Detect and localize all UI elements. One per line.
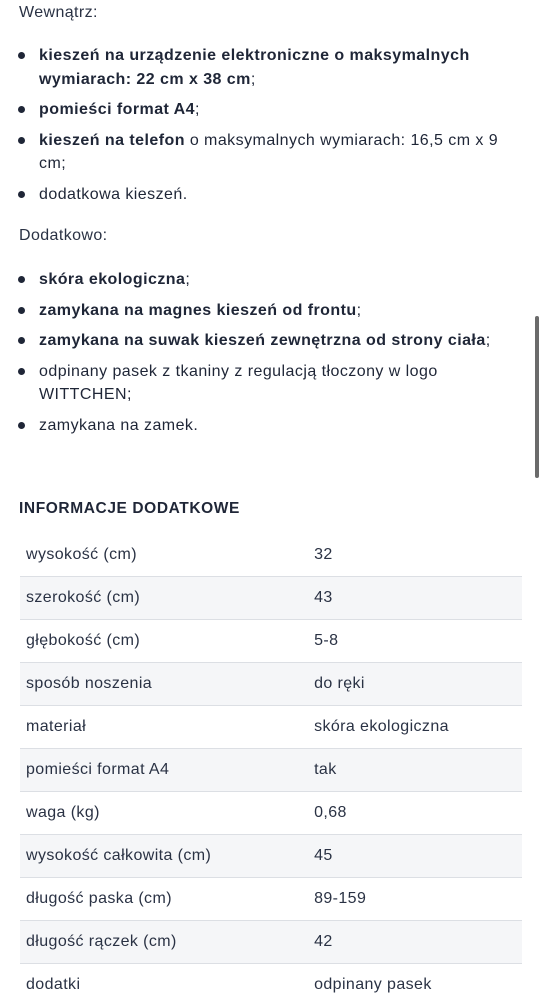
spec-label: materiał bbox=[20, 706, 306, 749]
table-row bbox=[20, 921, 522, 964]
bullet-icon bbox=[18, 337, 25, 344]
list-item-text: ; bbox=[185, 271, 191, 288]
list-item bbox=[0, 299, 541, 323]
table-row bbox=[20, 706, 522, 749]
list-item-bold: zamykana na magnes kieszeń od frontu bbox=[39, 301, 357, 319]
spec-label: głębokość (cm) bbox=[20, 620, 306, 663]
bullet-icon bbox=[18, 137, 25, 144]
table-row bbox=[20, 835, 522, 878]
spec-value: 43 bbox=[306, 577, 522, 620]
specs-table bbox=[20, 534, 522, 1001]
spec-label: wysokość całkowita (cm) bbox=[20, 835, 306, 878]
inside-label: Wewnątrz: bbox=[19, 4, 98, 21]
list-item-text: ; bbox=[356, 301, 362, 319]
spec-label: długość rączek (cm) bbox=[20, 921, 306, 964]
spec-value: 45 bbox=[306, 835, 522, 878]
list-item-bold: kieszeń na telefon bbox=[39, 131, 185, 149]
spec-value: 32 bbox=[306, 534, 522, 577]
spec-label: szerokość (cm) bbox=[20, 577, 306, 620]
spec-value: tak bbox=[306, 749, 522, 792]
spec-value: odpinany pasek bbox=[306, 964, 522, 1001]
list-item-text: ; bbox=[195, 101, 200, 118]
list-item bbox=[0, 414, 541, 438]
list-item bbox=[0, 268, 541, 292]
table-row bbox=[20, 964, 522, 1001]
list-item-bold: kieszeń na urządzenie elektroniczne o maksymalnych wymiarach: 22 cm x 38 cm bbox=[39, 47, 470, 88]
spec-label: waga (kg) bbox=[20, 792, 306, 835]
bullet-icon bbox=[18, 368, 25, 375]
table-row bbox=[20, 792, 522, 835]
list-item-text: ; bbox=[485, 332, 491, 349]
list-item-text: dodatkowa kieszeń. bbox=[39, 185, 188, 203]
bullet-icon bbox=[18, 52, 25, 59]
table-row bbox=[20, 878, 522, 921]
info-heading: INFORMACJE DODATKOWE bbox=[19, 500, 240, 517]
extra-label: Dodatkowo: bbox=[19, 227, 108, 244]
list-item bbox=[0, 129, 541, 176]
table-row bbox=[20, 620, 522, 663]
list-item bbox=[0, 360, 541, 407]
scrollbar[interactable] bbox=[535, 316, 539, 478]
spec-value: do ręki bbox=[306, 663, 522, 706]
list-item-text: ; bbox=[250, 70, 256, 88]
bullet-icon bbox=[18, 106, 25, 113]
table-row bbox=[20, 749, 522, 792]
bullet-icon bbox=[18, 307, 25, 314]
table-row bbox=[20, 663, 522, 706]
list-item-bold: pomieści format A4 bbox=[39, 101, 195, 118]
inside-list bbox=[0, 44, 541, 213]
list-item-text: odpinany pasek z tkaniny z regulacją tłoczony w logo WITTCHEN; bbox=[39, 362, 438, 403]
list-item-bold: skóra ekologiczna bbox=[39, 271, 186, 288]
list-item-bold: zamykana na suwak kieszeń zewnętrzna od strony ciała bbox=[39, 332, 486, 349]
bullet-icon bbox=[18, 191, 25, 198]
list-item bbox=[0, 44, 541, 91]
list-item-text: zamykana na zamek. bbox=[39, 416, 199, 434]
spec-value: skóra ekologiczna bbox=[306, 706, 522, 749]
list-item-text: o maksymalnych wymiarach: 16,5 cm x 9 cm; bbox=[39, 131, 499, 172]
spec-label: pomieści format A4 bbox=[20, 749, 306, 792]
spec-value: 89-159 bbox=[306, 878, 522, 921]
spec-label: sposób noszenia bbox=[20, 663, 306, 706]
list-item bbox=[0, 183, 541, 207]
spec-value: 0,68 bbox=[306, 792, 522, 835]
spec-label: wysokość (cm) bbox=[20, 534, 306, 577]
table-row bbox=[20, 534, 522, 577]
table-row bbox=[20, 577, 522, 620]
spec-value: 42 bbox=[306, 921, 522, 964]
spec-label: dodatki bbox=[20, 964, 306, 1001]
extra-list bbox=[0, 268, 541, 444]
bullet-icon bbox=[18, 276, 25, 283]
list-item bbox=[0, 98, 541, 122]
spec-value: 5-8 bbox=[306, 620, 522, 663]
spec-label: długość paska (cm) bbox=[20, 878, 306, 921]
bullet-icon bbox=[18, 422, 25, 429]
list-item bbox=[0, 329, 541, 353]
